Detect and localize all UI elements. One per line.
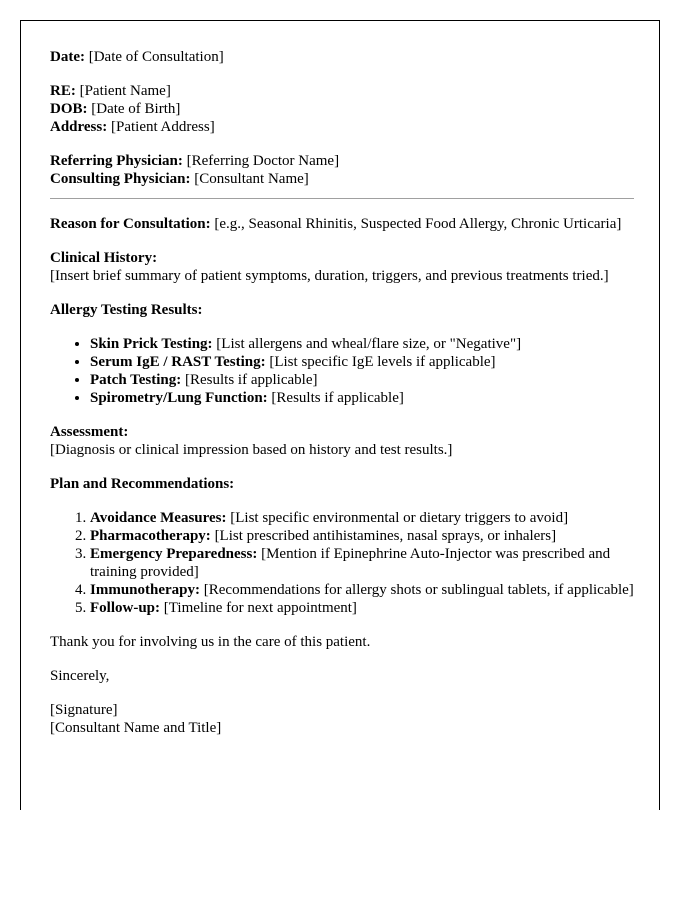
section-divider — [50, 198, 634, 199]
referring-value: [Referring Doctor Name] — [186, 153, 340, 169]
plan-value: [Recommendations for allergy shots or sublingual tablets, if applicable] — [203, 582, 634, 598]
patient-block — [50, 82, 634, 136]
plan-label: Pharmacotherapy: — [90, 528, 211, 544]
date-line — [50, 48, 634, 66]
plan-value: [Timeline for next appointment] — [163, 600, 357, 616]
address-label: Address: — [50, 119, 108, 135]
test-value: [List allergens and wheal/flare size, or "Negative"] — [216, 336, 522, 352]
plan-label: Emergency Preparedness: — [90, 546, 258, 562]
plan-heading: Plan and Recommendations: — [50, 476, 235, 492]
history-value: [Insert brief summary of patient symptoms, duration, triggers, and previous treatments tried.] — [50, 268, 609, 284]
plan-list — [50, 509, 634, 617]
referring-line — [50, 152, 634, 170]
list-item — [90, 371, 634, 389]
letter-page — [20, 20, 660, 810]
consultant-name-title: [Consultant Name and Title] — [50, 720, 222, 736]
plan-label: Avoidance Measures: — [90, 510, 227, 526]
consulting-label: Consulting Physician: — [50, 171, 191, 187]
dob-line — [50, 100, 634, 118]
re-label: RE: — [50, 83, 76, 99]
re-value: [Patient Name] — [79, 83, 171, 99]
referring-label: Referring Physician: — [50, 153, 183, 169]
test-label: Spirometry/Lung Function: — [90, 390, 268, 406]
test-value: [List specific IgE levels if applicable] — [269, 354, 496, 370]
reason-label: Reason for Consultation: — [50, 216, 211, 232]
reason-section — [50, 215, 634, 233]
consulting-line — [50, 170, 634, 188]
history-section — [50, 249, 634, 285]
date-value: [Date of Consultation] — [88, 49, 224, 65]
list-item — [90, 581, 634, 599]
plan-value: [List specific environmental or dietary triggers to avoid] — [230, 510, 569, 526]
signature-placeholder: [Signature] — [50, 702, 118, 718]
signature-block — [50, 701, 634, 737]
reason-value: [e.g., Seasonal Rhinitis, Suspected Food Allergy, Chronic Urticaria] — [214, 216, 622, 232]
address-line — [50, 118, 634, 136]
plan-label: Follow-up: — [90, 600, 161, 616]
thanks-text: Thank you for involving us in the care of this patient. — [50, 634, 371, 650]
list-item — [90, 527, 634, 545]
consulting-value: [Consultant Name] — [194, 171, 309, 187]
assessment-value: [Diagnosis or clinical impression based on history and test results.] — [50, 442, 453, 458]
letter-content — [50, 48, 634, 737]
list-item — [90, 353, 634, 371]
re-line — [50, 82, 634, 100]
dob-value: [Date of Birth] — [91, 101, 181, 117]
history-label: Clinical History: — [50, 250, 158, 266]
list-item — [90, 599, 634, 617]
testing-heading: Allergy Testing Results: — [50, 302, 203, 318]
test-value: [Results if applicable] — [185, 372, 318, 388]
sincerely-text: Sincerely, — [50, 668, 110, 684]
list-item — [90, 509, 634, 527]
date-label: Date: — [50, 49, 85, 65]
list-item — [90, 335, 634, 353]
test-value: [Results if applicable] — [271, 390, 404, 406]
test-label: Skin Prick Testing: — [90, 336, 213, 352]
test-label: Patch Testing: — [90, 372, 182, 388]
testing-list — [50, 335, 634, 407]
plan-label: Immunotherapy: — [90, 582, 201, 598]
assessment-label: Assessment: — [50, 424, 129, 440]
physician-block — [50, 152, 634, 188]
test-label: Serum IgE / RAST Testing: — [90, 354, 266, 370]
plan-value: [List prescribed antihistamines, nasal sprays, or inhalers] — [214, 528, 557, 544]
list-item — [90, 545, 634, 581]
dob-label: DOB: — [50, 101, 88, 117]
plan-value: [Mention if Epinephrine Auto-Injector was prescribed and training provided] — [90, 546, 611, 580]
address-value: [Patient Address] — [110, 119, 215, 135]
list-item — [90, 389, 634, 407]
assessment-section — [50, 423, 634, 459]
